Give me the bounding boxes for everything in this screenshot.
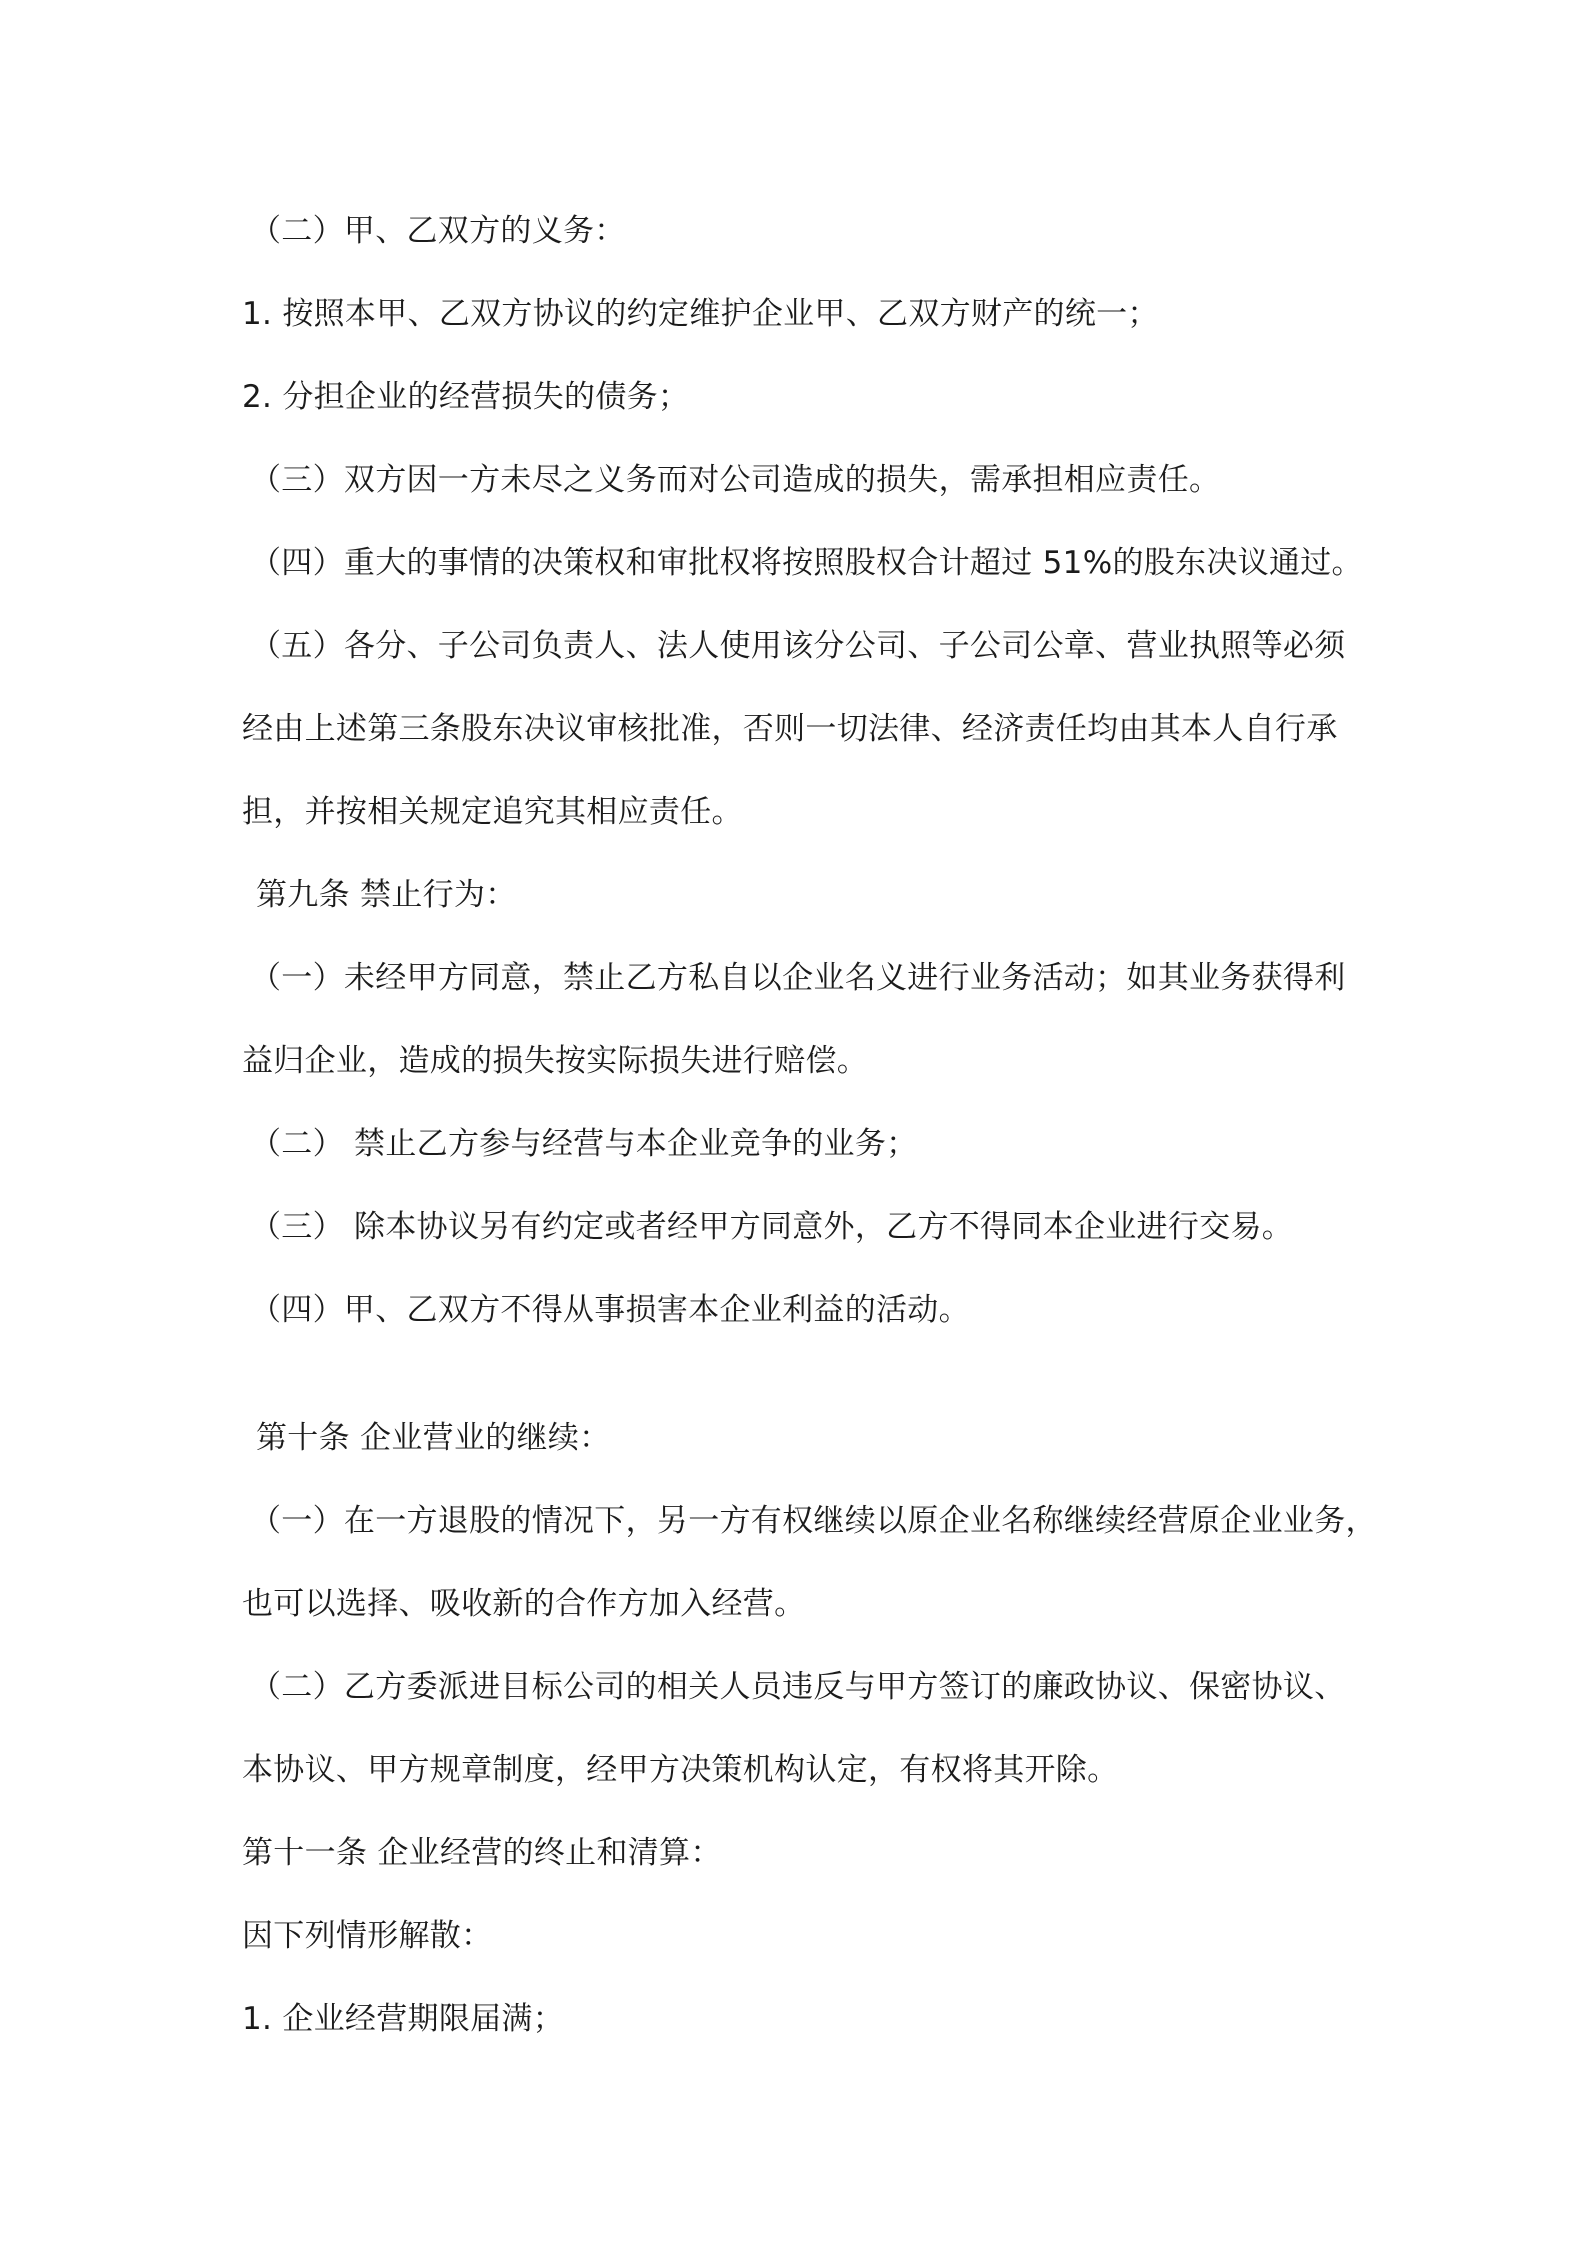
article-ten-item-1-line-2: 也可以选择、吸收新的合作方加入经营。: [242, 1586, 806, 1622]
article-nine-item-3: （三） 除本协议另有约定或者经甲方同意外，乙方不得同本企业进行交易。: [250, 1209, 1294, 1245]
clause-four: （四）重大的事情的决策权和审批权将按照股权合计超过 51%的股东决议通过。: [250, 545, 1363, 581]
article-nine-item-4: （四）甲、乙双方不得从事损害本企业利益的活动。: [250, 1292, 970, 1328]
article-nine-item-2: （二） 禁止乙方参与经营与本企业竞争的业务；: [250, 1126, 918, 1162]
article-ten-item-2-line-2: 本协议、甲方规章制度，经甲方决策机构认定，有权将其开除。: [242, 1752, 1119, 1788]
dissolution-item-1: 1. 企业经营期限届满；: [242, 2001, 565, 2037]
article-nine-item-1-line-1: （一）未经甲方同意，禁止乙方私自以企业名义进行业务活动；如其业务获得利: [250, 960, 1346, 996]
clause-five-line-2: 经由上述第三条股东决议审核批准，否则一切法律、经济责任均由其本人自行承: [242, 711, 1338, 747]
article-eleven-heading: 第十一条 企业经营的终止和清算：: [242, 1835, 722, 1871]
clause-five-line-3: 担，并按相关规定追究其相应责任。: [242, 794, 743, 830]
clause-five-line-1: （五）各分、子公司负责人、法人使用该分公司、子公司公章、营业执照等必须: [250, 628, 1346, 664]
article-nine-heading: 第九条 禁止行为：: [256, 877, 517, 913]
article-nine-item-1-line-2: 益归企业，造成的损失按实际损失进行赔偿。: [242, 1043, 868, 1079]
article-ten-item-1-line-1: （一）在一方退股的情况下，另一方有权继续以原企业名称继续经营原企业业务，: [250, 1503, 1377, 1539]
article-ten-heading: 第十条 企业营业的继续：: [256, 1420, 611, 1456]
list-item-1: 1. 按照本甲、乙双方协议的约定维护企业甲、乙双方财产的统一；: [242, 296, 1159, 332]
clause-three: （三）双方因一方未尽之义务而对公司造成的损失，需承担相应责任。: [250, 462, 1221, 498]
section-heading-obligations: （二）甲、乙双方的义务：: [250, 213, 626, 249]
dissolution-intro: 因下列情形解散：: [242, 1918, 493, 1954]
article-ten-item-2-line-1: （二）乙方委派进目标公司的相关人员违反与甲方签订的廉政协议、保密协议、: [250, 1669, 1346, 1705]
list-item-2: 2. 分担企业的经营损失的债务；: [242, 379, 690, 415]
